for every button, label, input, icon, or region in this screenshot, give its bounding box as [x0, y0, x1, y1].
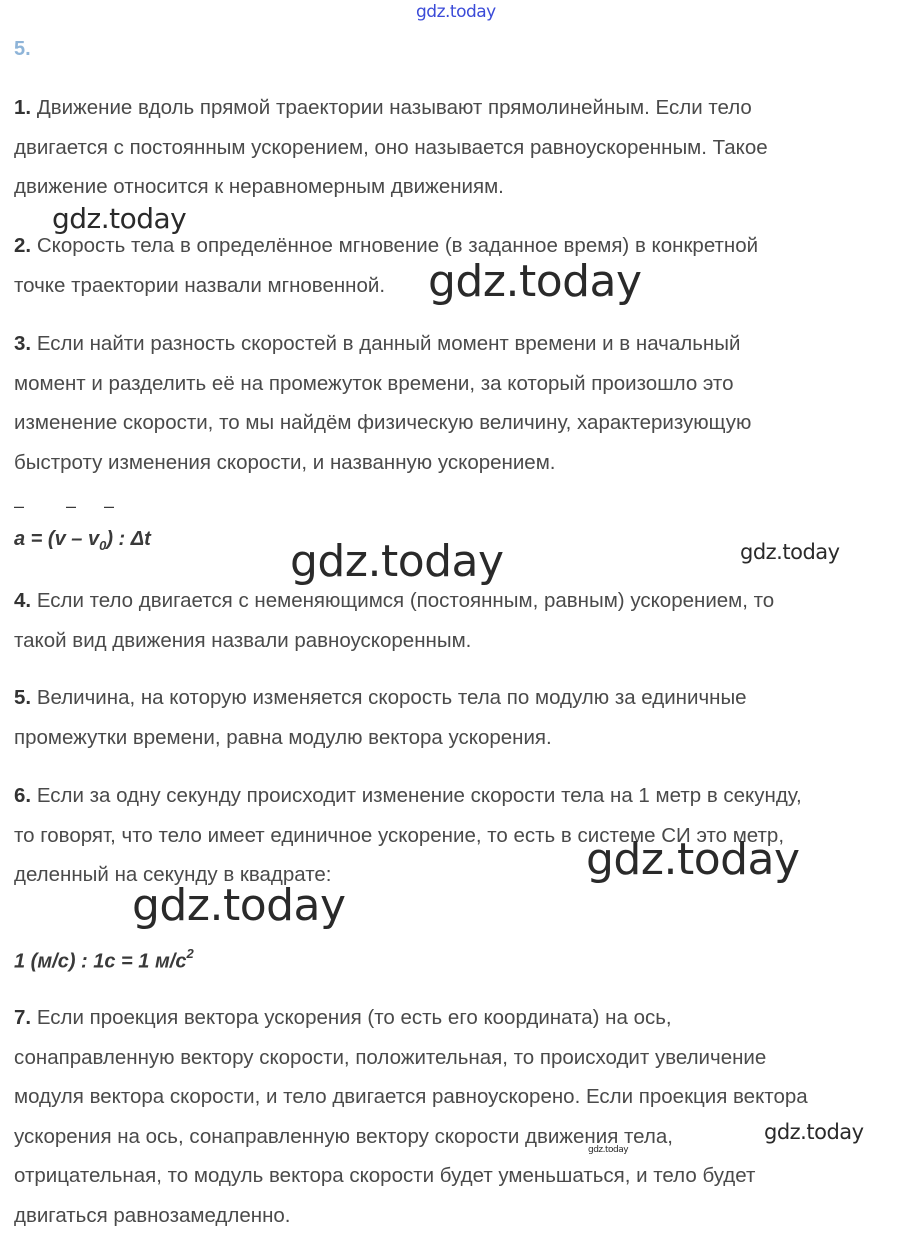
item-5	[14, 678, 910, 757]
item-number: 7.	[14, 1006, 32, 1029]
item-text-line: сонаправленную вектору скорости, положительная, то происходит увеличение	[14, 1045, 767, 1069]
formula-v0: v	[87, 528, 100, 550]
watermark: gdz.today	[586, 834, 800, 885]
item-text-line: Движение вдоль прямой траектории называют прямолинейным. Если тело	[36, 96, 752, 119]
watermark: gdz.today	[588, 1145, 629, 1155]
vector-bar-v0: –	[104, 496, 115, 516]
watermark: gdz.today	[52, 202, 187, 235]
watermark: gdz.today	[132, 880, 346, 931]
item-text-line: модуля вектора скорости, и тело двигается равноускорено. Если проекция вектора	[14, 1085, 808, 1108]
formula-unit-text: 1 (м/с) : 1с = 1 м/с	[14, 950, 187, 973]
item-text-line: такой вид движения назвали равноускоренным.	[14, 628, 472, 652]
item-number: 5.	[14, 686, 32, 709]
item-3	[14, 324, 910, 482]
item-number: 3.	[14, 332, 32, 355]
item-number: 4.	[14, 589, 32, 612]
item-text-line: Если найти разность скоростей в данный момент времени и в начальный	[36, 332, 741, 355]
item-number: 2.	[14, 234, 32, 257]
watermark: gdz.today	[428, 256, 642, 307]
formula-acceleration	[14, 528, 151, 553]
item-number: 6.	[14, 784, 32, 807]
watermark: gdz.today	[290, 536, 504, 587]
formula-close: ) :	[106, 528, 131, 550]
item-text-line: изменение скорости, то мы найдём физическую величину, характеризующую	[14, 411, 752, 434]
item-text-line: момент и разделить её на промежуток времени, за который произошло это	[14, 371, 734, 395]
item-text-line: точке траектории назвали мгновенной.	[14, 273, 386, 297]
formula-eq: = (	[25, 528, 55, 550]
item-text-line: промежутки времени, равна модулю вектора ускорения.	[14, 725, 552, 749]
vector-bar-v: –	[66, 496, 77, 516]
formula-v0-sub: 0	[99, 538, 107, 553]
section-number: 5.	[14, 38, 31, 60]
item-1	[14, 88, 910, 207]
item-7	[14, 998, 910, 1235]
item-text-line: Величина, на которую изменяется скорость тела по модулю за единичные	[36, 686, 747, 709]
header-watermark: gdz.today	[416, 2, 496, 22]
formula-v: v	[54, 528, 66, 550]
vector-bar-a: –	[14, 496, 25, 516]
item-text-line: движение относится к неравномерным движениям.	[14, 175, 504, 198]
item-text-line: то говорят, что тело имеет единичное ускорение, то есть в системе СИ это метр,	[14, 823, 785, 847]
watermark: gdz.today	[740, 540, 840, 564]
item-text-line: двигаться равнозамедленно.	[14, 1203, 291, 1227]
formula-minus: –	[65, 528, 88, 550]
item-text-line: Если тело двигается с неменяющимся (постоянным, равным) ускорением, то	[36, 589, 775, 612]
item-text-line: ускорения на ось, сонаправленную вектору скорости движения тела,	[14, 1124, 673, 1148]
item-number: 1.	[14, 96, 32, 119]
item-text-line: Если за одну секунду происходит изменение скорости тела на 1 метр в секунду,	[36, 784, 802, 807]
item-text-line: быстроту изменения скорости, и названную ускорением.	[14, 450, 556, 474]
formula-dt: Δt	[130, 528, 151, 550]
item-text-line: двигается с постоянным ускорением, оно называется равноускоренным. Такое	[14, 135, 768, 159]
item-text-line: Если проекция вектора ускорения (то есть его координата) на ось,	[36, 1006, 672, 1029]
item-text-line: отрицательная, то модуль вектора скорости будет уменьшаться, и тело будет	[14, 1164, 756, 1187]
item-text-line: деленный на секунду в квадрате:	[14, 863, 332, 886]
formula-unit-sup: 2	[186, 946, 194, 961]
item-text-line: Скорость тела в определённое мгновение (в заданное время) в конкретной	[36, 234, 759, 257]
formula-a: a	[14, 528, 26, 550]
watermark: gdz.today	[764, 1120, 864, 1144]
item-4	[14, 581, 910, 660]
formula-unit	[14, 948, 194, 974]
